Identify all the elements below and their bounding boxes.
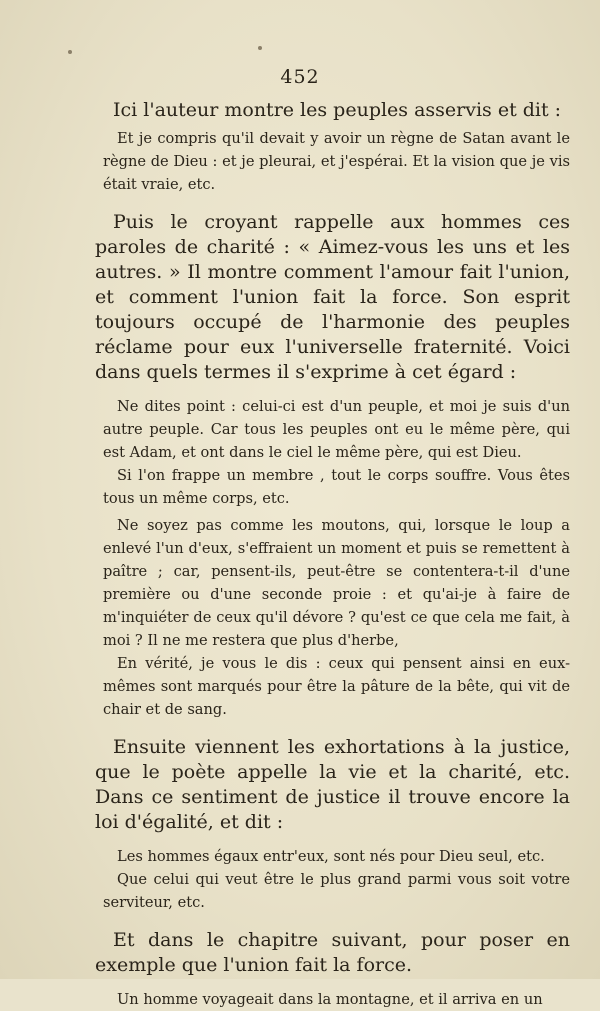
- quote-paragraph: Un homme voyageait dans la montagne, et il arriva en un: [117, 991, 543, 1008]
- paper-speck: [68, 50, 72, 54]
- page-number: 452: [280, 66, 320, 88]
- quote-paragraph: Et je compris qu'il devait y avoir un règne de Satan avant le règne de Dieu : et je pleurai, et j'espérai. Et la vision que je vis était vraie, etc.: [103, 130, 570, 193]
- page-text: [95, 98, 570, 1011]
- body-paragraph: Et dans le chapitre suivant, pour poser en exemple que l'union fait la force.: [95, 929, 570, 976]
- quote-paragraph: En vérité, je vous le dis : ceux qui pensent ainsi en eux-mêmes sont marqués pour être la pâture de la bête, qui vit de chair et de sang.: [103, 655, 570, 718]
- quote-paragraph: Les hommes égaux entr'eux, sont nés pour Dieu seul, etc.: [117, 848, 545, 865]
- quote-paragraph: Que celui qui veut être le plus grand parmi vous soit votre serviteur, etc.: [103, 871, 570, 911]
- quote-paragraph: Si l'on frappe un membre , tout le corps souffre. Vous êtes tous un même corps, etc.: [103, 467, 570, 507]
- quote-paragraph: Ne soyez pas comme les moutons, qui, lorsque le loup a enlevé l'un d'eux, s'effraient un moment et puis se remettent à paître ; car, pensent-ils, peut-être se contentera-t-il d'une première ou d'une seconde proie : et qu'ai-je à faire de m'inquiéter de ceux qu'il dévore ? qu'est ce que cela me fait, à moi ? Il ne me restera que plus d'herbe,: [103, 517, 570, 649]
- body-paragraph: Ici l'auteur montre les peuples asservis et dit :: [113, 99, 562, 121]
- paper-speck: [258, 46, 262, 50]
- body-paragraph: Ensuite viennent les exhortations à la justice, que le poète appelle la vie et la charité, etc. Dans ce sentiment de justice il trouve encore la loi d'égalité, et dit :: [95, 736, 570, 833]
- quote-paragraph: Ne dites point : celui-ci est d'un peuple, et moi je suis d'un autre peuple. Car tous les peuples ont eu le même père, qui est Adam, et ont dans le ciel le même père, qui est Dieu.: [103, 398, 570, 461]
- body-paragraph: Puis le croyant rappelle aux hommes ces paroles de charité : « Aimez-vous les uns et les autres. » Il montre comment l'amour fait l'union, et comment l'union fait la force. Son esprit toujours occupé de l'harmonie des peuples réclame pour eux l'universelle fraternité. Voici dans quels termes il s'exprime à cet égard :: [95, 211, 570, 383]
